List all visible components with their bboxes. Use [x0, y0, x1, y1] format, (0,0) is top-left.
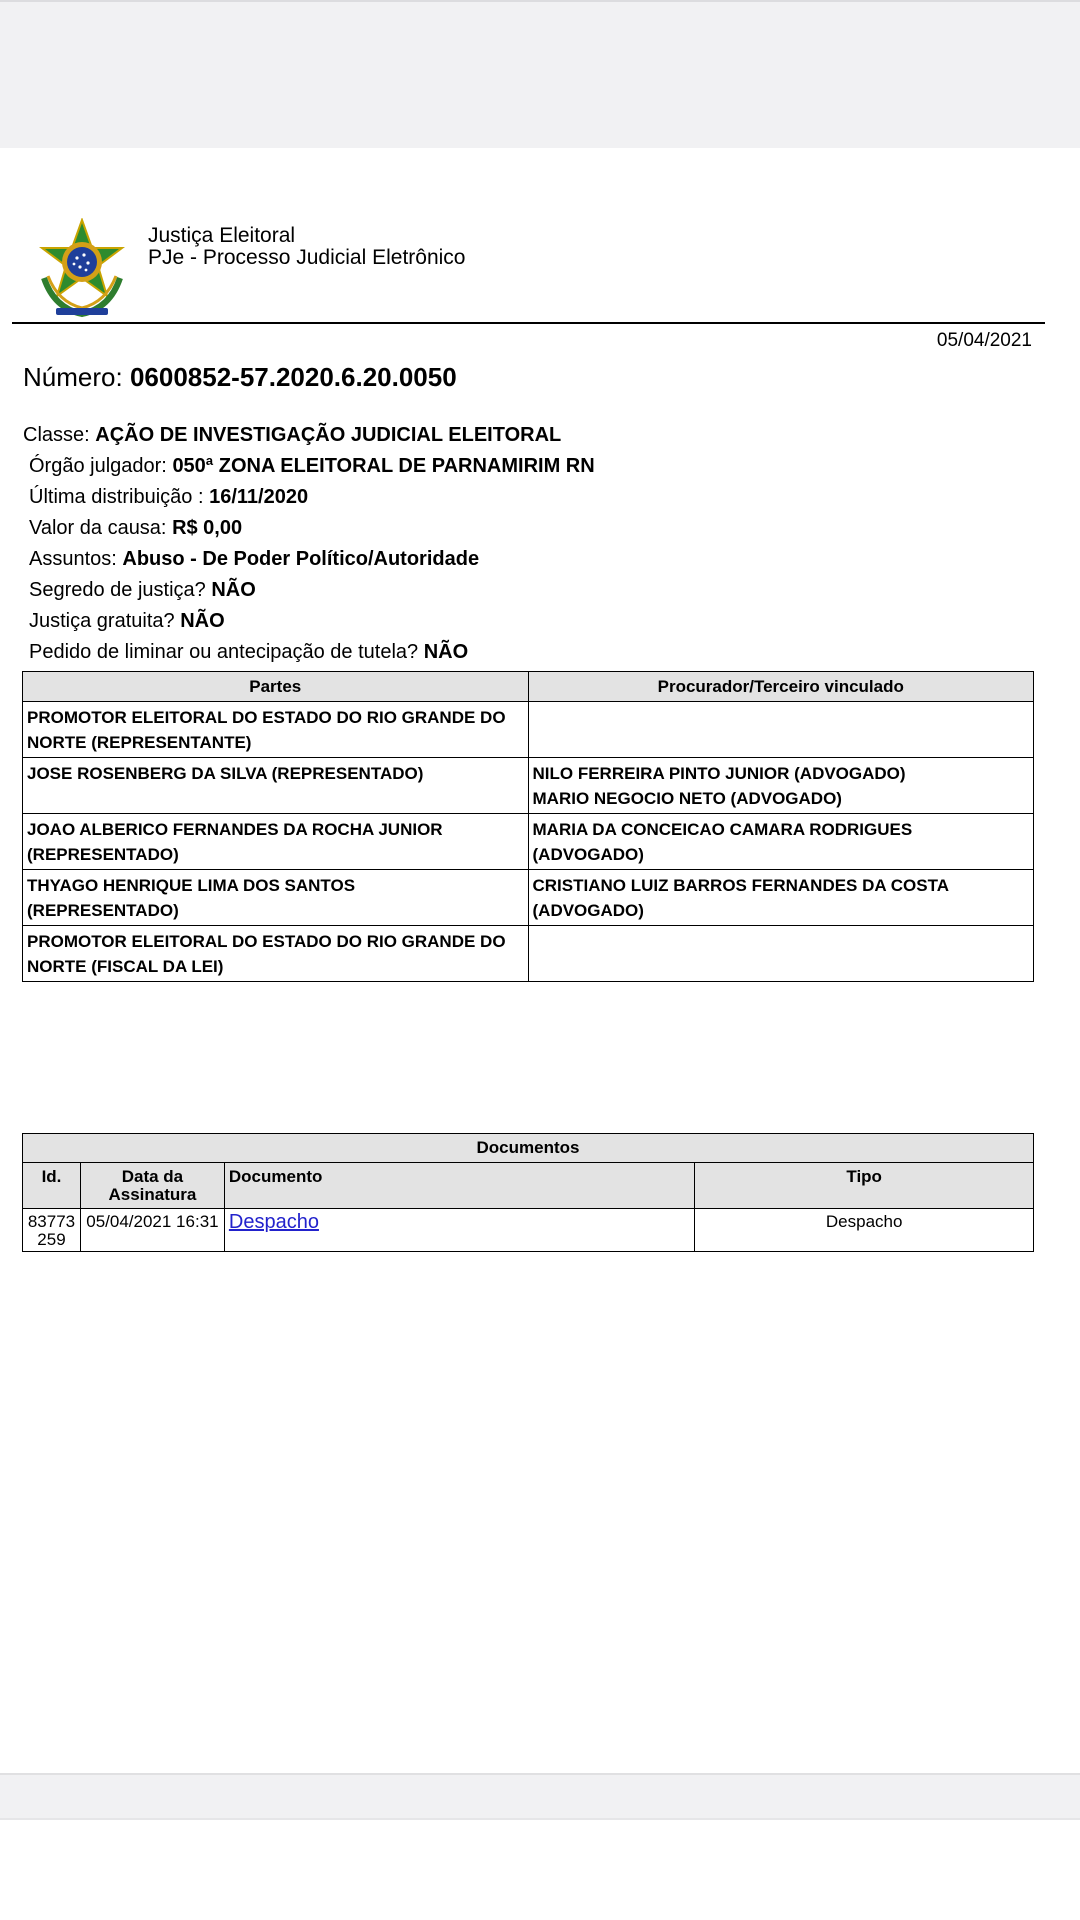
classe-row: [23, 420, 595, 451]
data-header-line: Assinatura: [108, 1185, 197, 1204]
doc-type-cell: Despacho: [695, 1209, 1034, 1252]
procurador-line: (ADVOGADO): [532, 845, 644, 864]
parte-cell: [23, 702, 529, 758]
parte-cell: [23, 926, 529, 982]
distribuicao-value: 16/11/2020: [209, 486, 309, 508]
gratuita-value: NÃO: [180, 610, 225, 632]
doc-id-line: 259: [37, 1230, 66, 1249]
procurador-line: (ADVOGADO): [532, 901, 644, 920]
procurador-cell: [528, 870, 1034, 926]
table-row: [23, 926, 1034, 982]
liminar-row: [23, 637, 595, 668]
partes-table: [22, 671, 1034, 982]
procurador-line: MARIO NEGOCIO NETO (ADVOGADO): [532, 789, 842, 808]
parte-line: PROMOTOR ELEITORAL DO ESTADO DO RIO GRANDE DO: [27, 932, 506, 951]
parte-line: NORTE (REPRESENTANTE): [27, 733, 252, 752]
segredo-label: Segredo de justiça?: [29, 579, 206, 601]
liminar-value: NÃO: [423, 641, 469, 663]
distribuicao-row: [23, 482, 595, 513]
partes-header-row: [23, 672, 1034, 702]
parte-line: JOAO ALBERICO FERNANDES DA ROCHA JUNIOR: [27, 820, 443, 839]
procurador-cell: [528, 758, 1034, 814]
procurador-cell: [528, 926, 1034, 982]
distribuicao-label: Última distribuição :: [29, 486, 204, 508]
id-header: Id.: [23, 1163, 81, 1209]
viewer-top-bar: [0, 0, 1080, 148]
doc-name-cell: [224, 1209, 694, 1252]
parte-line: NORTE (FISCAL DA LEI): [27, 957, 224, 976]
parte-cell: [23, 758, 529, 814]
header-org: Justiça Eleitoral: [148, 224, 296, 247]
parte-cell: [23, 870, 529, 926]
assuntos-value: Abuso - De Poder Político/Autoridade: [122, 548, 480, 570]
documentos-title-row: [23, 1134, 1034, 1163]
data-header-line: Data da: [121, 1167, 184, 1186]
procurador-cell: [528, 702, 1034, 758]
gratuita-label: Justiça gratuita?: [29, 610, 175, 632]
valor-label: Valor da causa:: [29, 517, 167, 539]
numero-label: Número:: [23, 362, 123, 392]
parte-line: (REPRESENTADO): [27, 901, 179, 920]
partes-header: Partes: [23, 672, 529, 702]
doc-id-cell: [23, 1209, 81, 1252]
procurador-line: CRISTIANO LUIZ BARROS FERNANDES DA COSTA: [532, 876, 949, 895]
despacho-link[interactable]: Despacho: [228, 1211, 319, 1233]
gratuita-row: [23, 606, 595, 637]
procurador-cell: [528, 814, 1034, 870]
tipo-header: Tipo: [695, 1163, 1034, 1209]
documentos-title: Documentos: [23, 1134, 1034, 1163]
header-system: PJe - Processo Judicial Eletrônico: [148, 246, 466, 269]
parte-line: PROMOTOR ELEITORAL DO ESTADO DO RIO GRANDE DO: [27, 708, 506, 727]
parte-line: JOSE ROSENBERG DA SILVA (REPRESENTADO): [27, 764, 424, 783]
table-row: [23, 870, 1034, 926]
valor-row: [23, 513, 595, 544]
table-row: [23, 1209, 1034, 1252]
segredo-value: NÃO: [211, 579, 256, 601]
parte-line: (REPRESENTADO): [27, 845, 179, 864]
parte-line: THYAGO HENRIQUE LIMA DOS SANTOS: [27, 876, 356, 895]
segredo-row: [23, 575, 595, 606]
data-header: [80, 1163, 224, 1209]
document-page: [0, 148, 1080, 1773]
doc-date-cell: 05/04/2021 16:31: [80, 1209, 224, 1252]
valor-value: R$ 0,00: [172, 517, 243, 539]
process-number: [23, 362, 457, 393]
parte-cell: [23, 814, 529, 870]
documentos-table: [22, 1133, 1034, 1252]
process-metadata: [23, 420, 595, 668]
documentos-header-row: [23, 1163, 1034, 1209]
procurador-header: Procurador/Terceiro vinculado: [528, 672, 1034, 702]
table-row: [23, 814, 1034, 870]
procurador-line: NILO FERREIRA PINTO JUNIOR (ADVOGADO): [532, 764, 906, 783]
numero-value: 0600852-57.2020.6.20.0050: [129, 362, 457, 392]
doc-id-line: 83773: [27, 1212, 76, 1231]
assuntos-label: Assuntos:: [29, 548, 117, 570]
liminar-label: Pedido de liminar ou antecipação de tutela?: [29, 641, 419, 663]
orgao-value: 050ª ZONA ELEITORAL DE PARNAMIRIM RN: [172, 455, 595, 477]
assuntos-row: [23, 544, 595, 575]
table-row: [23, 758, 1034, 814]
brazil-coat-of-arms-icon: [34, 218, 130, 318]
classe-value: AÇÃO DE INVESTIGAÇÃO JUDICIAL ELEITORAL: [95, 424, 562, 446]
orgao-row: [23, 451, 595, 482]
documento-header: Documento: [224, 1163, 694, 1209]
procurador-line: MARIA DA CONCEICAO CAMARA RODRIGUES: [532, 820, 913, 839]
orgao-label: Órgão julgador:: [29, 455, 167, 477]
classe-label: Classe:: [23, 424, 90, 446]
viewer-bottom-bar: [0, 1773, 1080, 1820]
header-divider: [12, 322, 1045, 324]
table-row: [23, 702, 1034, 758]
document-date: 05/04/2021: [936, 330, 1032, 351]
